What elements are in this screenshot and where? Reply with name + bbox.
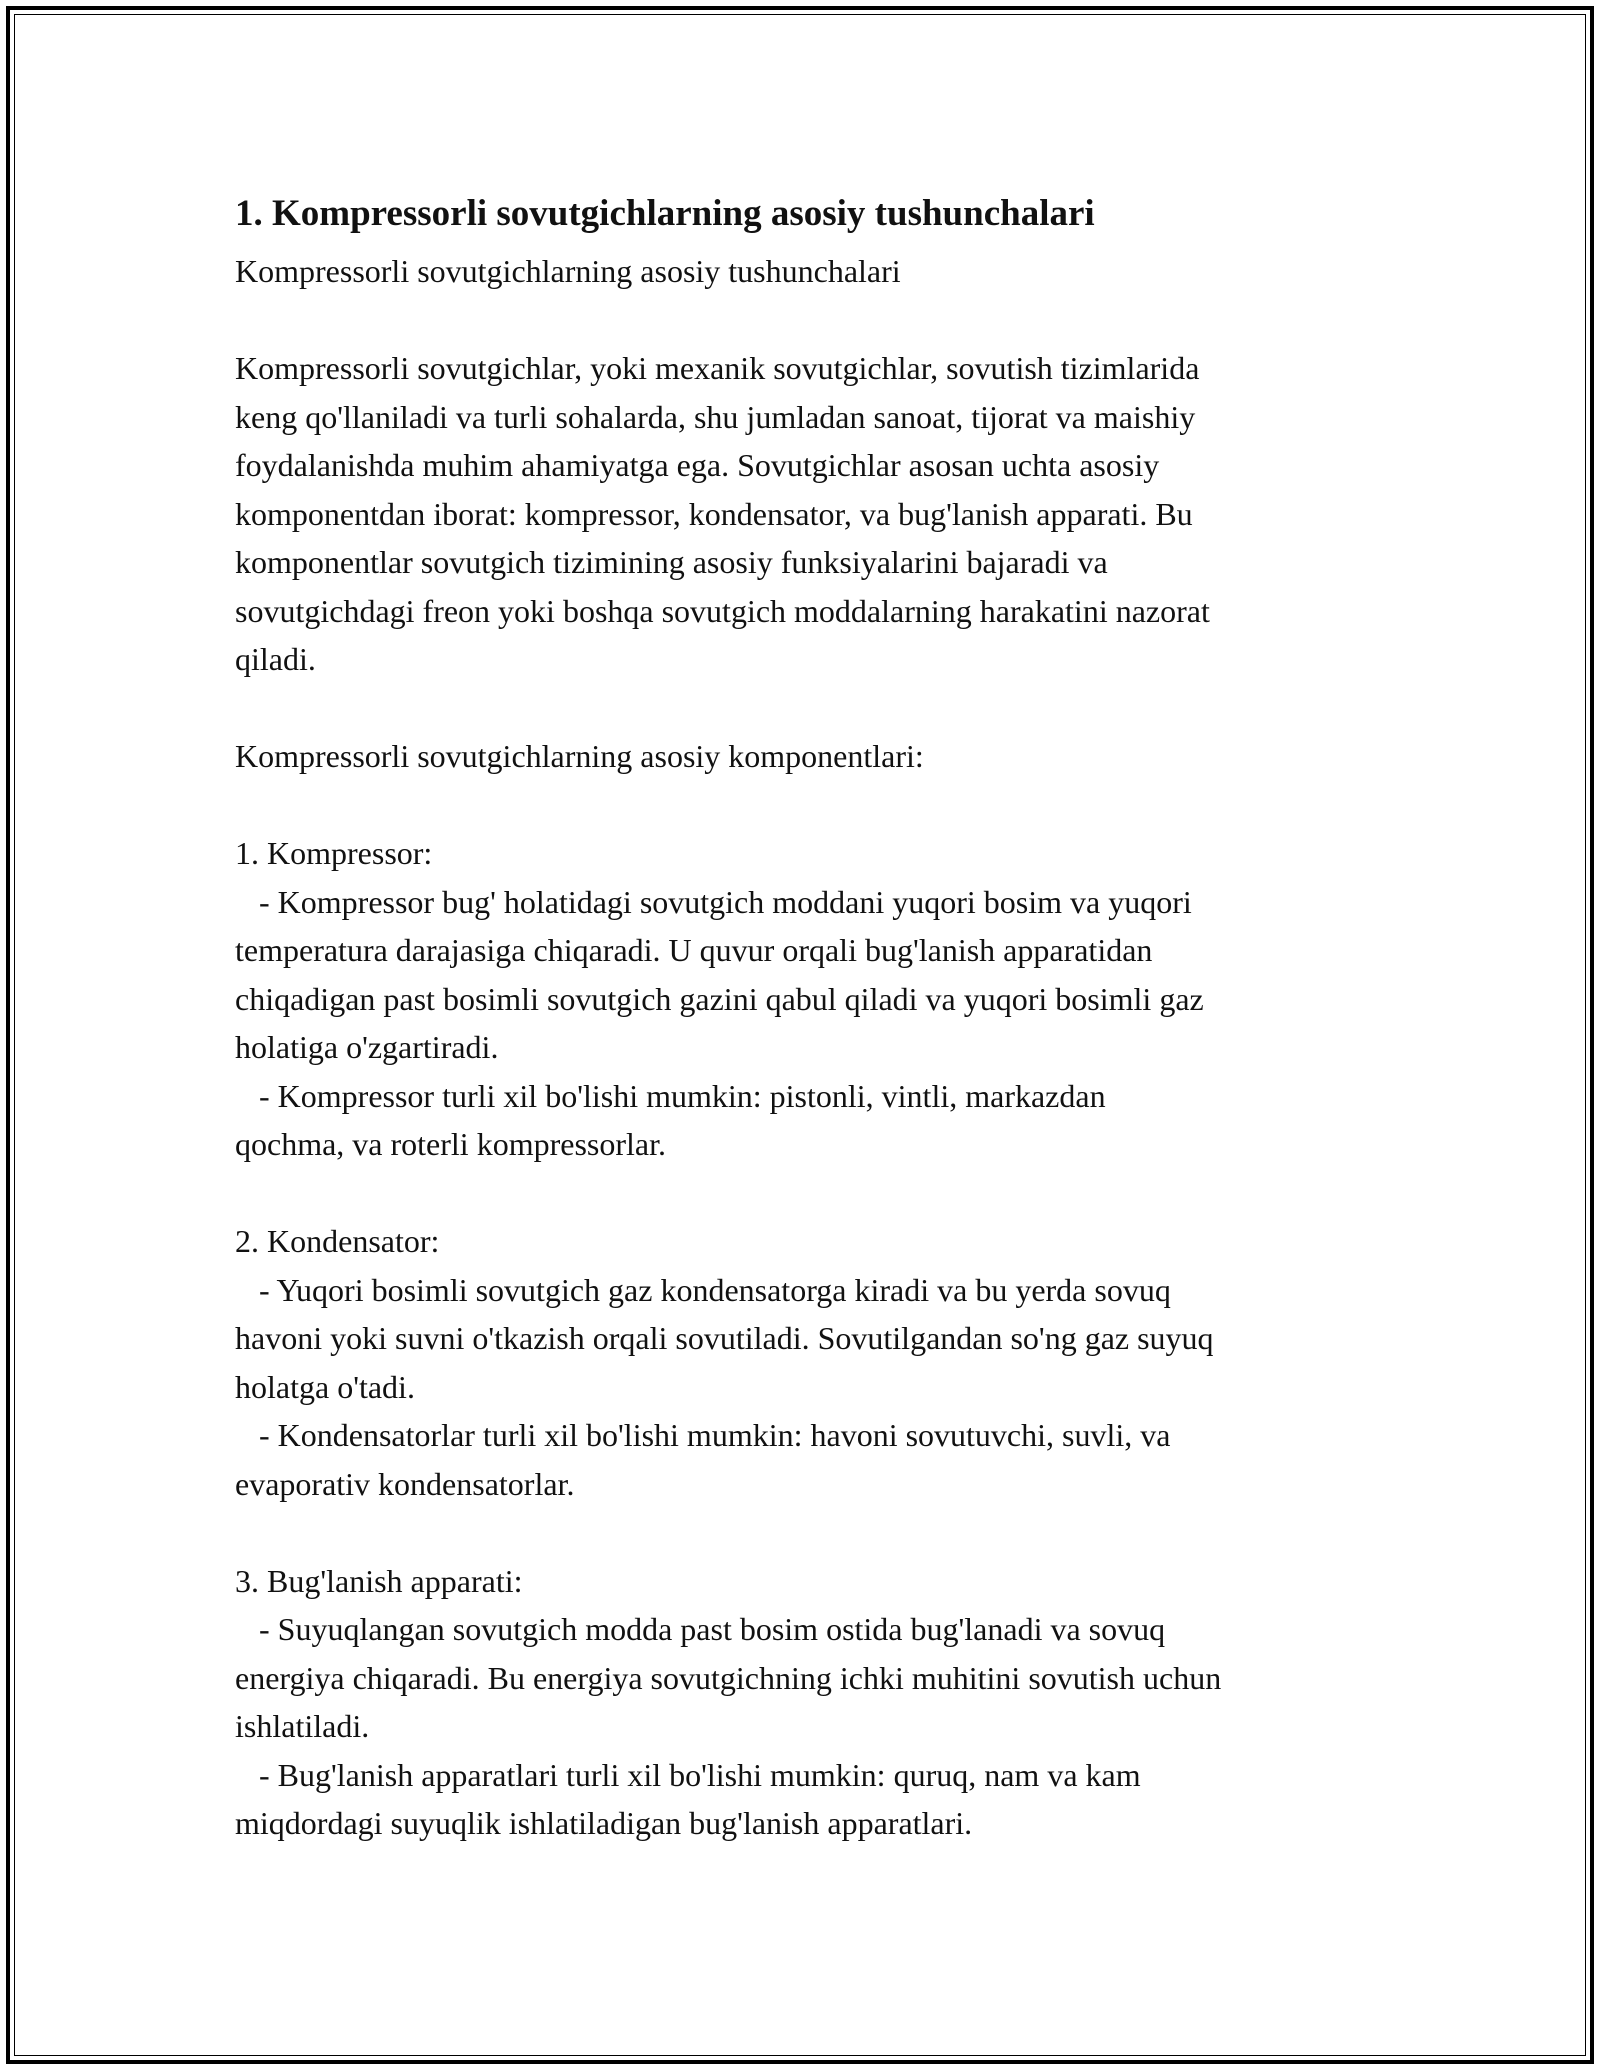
- section-line: evaporativ kondensatorlar.: [235, 1465, 575, 1502]
- intro-line: keng qo'llaniladi va turli sohalarda, shu jumladan sanoat, tijorat va maishiy: [235, 398, 1196, 435]
- section-line: havoni yoki suvni o'tkazish orqali sovutiladi. Sovutilgandan so'ng gaz suyuq: [235, 1320, 1214, 1356]
- section-line: energiya chiqaradi. Bu energiya sovutgichning ichki muhitini sovutish uchun: [235, 1659, 1222, 1696]
- section-compressor: [235, 829, 1375, 1169]
- section-line: holatiga o'zgartiradi.: [235, 1029, 499, 1065]
- section-line: - Suyuqlangan sovutgich modda past bosim ostida bug'lanadi va sovuq: [235, 1611, 1166, 1647]
- document-body: [235, 185, 1375, 1848]
- intro-line: komponentdan iborat: kompressor, kondensator, va bug'lanish apparati. Bu: [235, 495, 1193, 532]
- section-evaporator: [235, 1557, 1375, 1848]
- section-line: - Kondensatorlar turli xil bo'lishi mumkin: havoni sovutuvchi, suvli, va: [235, 1417, 1171, 1453]
- intro-paragraph: [235, 344, 1375, 684]
- intro-line: Kompressorli sovutgichlar, yoki mexanik sovutgichlar, sovutish tizimlarida: [235, 350, 1200, 386]
- paragraph-gap: [235, 296, 1375, 345]
- section-line: ishlatiladi.: [235, 1708, 370, 1744]
- intro-line: qiladi.: [235, 641, 316, 677]
- section-line: miqdordagi suyuqlik ishlatiladigan bug'lanish apparatlari.: [235, 1805, 973, 1841]
- section-line: temperatura darajasiga chiqaradi. U quvur orqali bug'lanish apparatidan: [235, 932, 1153, 968]
- document-subtitle: Kompressorli sovutgichlarning asosiy tushunchalari: [235, 253, 901, 289]
- section-heading: 1. Kompressor:: [235, 835, 433, 871]
- section-line: holatga o'tadi.: [235, 1368, 415, 1405]
- document-title: 1. Kompressorli sovutgichlarning asosiy tushunchalari: [235, 193, 1095, 234]
- section-line: chiqadigan past bosimli sovutgich gazini qabul qiladi va yuqori bosimli gaz: [235, 980, 1204, 1017]
- paragraph-gap: [235, 781, 1375, 830]
- section-line: - Kompressor bug' holatidagi sovutgich moddani yuqori bosim va yuqori: [235, 883, 1192, 920]
- section-line: - Bug'lanish apparatlari turli xil bo'lishi mumkin: quruq, nam va kam: [235, 1756, 1141, 1793]
- intro-line: foydalanishda muhim ahamiyatga ega. Sovutgichlar asosan uchta asosiy: [235, 447, 1160, 483]
- section-heading: 3. Bug'lanish apparati:: [235, 1562, 523, 1599]
- section-heading: 2. Kondensator:: [235, 1223, 440, 1259]
- paragraph-gap: [235, 1508, 1375, 1557]
- section-line: qochma, va roterli kompressorlar.: [235, 1126, 666, 1162]
- section-line: - Yuqori bosimli sovutgich gaz kondensatorga kiradi va bu yerda sovuq: [235, 1271, 1171, 1308]
- paragraph-gap: [235, 1169, 1375, 1218]
- paragraph-gap: [235, 684, 1375, 733]
- intro-line: komponentlar sovutgich tizimining asosiy funksiyalarini bajaradi va: [235, 544, 1108, 580]
- section-condenser: [235, 1217, 1375, 1508]
- section-line: - Kompressor turli xil bo'lishi mumkin: pistonli, vintli, markazdan: [235, 1077, 1106, 1114]
- intro-line: sovutgichdagi freon yoki boshqa sovutgich moddalarning harakatini nazorat: [235, 592, 1210, 629]
- components-heading: Kompressorli sovutgichlarning asosiy komponentlari:: [235, 738, 924, 774]
